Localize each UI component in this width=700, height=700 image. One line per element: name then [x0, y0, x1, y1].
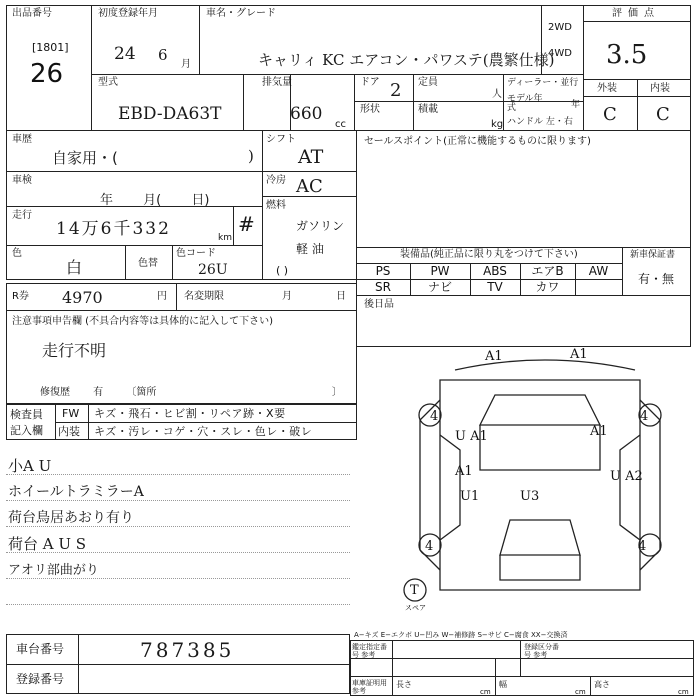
kg-unit: kg — [491, 119, 504, 130]
repair-label: 修復歴 有 〔箇所 — [40, 387, 157, 398]
color-label: 色 — [12, 248, 22, 259]
damage-mark: T — [410, 583, 419, 598]
equipment-item: カワ — [535, 280, 560, 294]
notes-title: 注意事項申告欄 (不具合内容等は具体的に記入して下さい) — [12, 316, 273, 327]
first-reg-month: 6 — [158, 46, 168, 64]
name-label: 車名・グレード — [206, 8, 276, 19]
warranty-label: 新車保証書 — [630, 250, 676, 260]
fuel-gasoline: ガソリン — [296, 219, 345, 233]
damage-mark: 4 — [638, 539, 647, 554]
cm-unit: cm — [678, 688, 689, 696]
deadline-label: 名変期限 — [184, 291, 224, 302]
inspection-value: 年 月( 日) — [100, 193, 210, 208]
load-label: 積載 — [418, 104, 438, 115]
reg-label: 登録番号 — [16, 672, 65, 686]
repair-close: 〕 — [332, 387, 342, 398]
equipment-item: PS — [375, 264, 391, 278]
damage-mark: U A2 — [610, 469, 643, 484]
equipment-item: ABS — [483, 264, 507, 278]
dealer-label: ディーラー・並行 — [507, 78, 579, 88]
inspection-label: 車検 — [12, 175, 32, 186]
equipment-item: SR — [375, 280, 391, 294]
model-year-label: モデル年式 — [507, 94, 543, 113]
r-value: 4970 — [62, 288, 103, 307]
doors-value: 2 — [390, 80, 402, 101]
recycle-box — [6, 283, 357, 311]
lot-label: 出品番号 — [12, 8, 52, 19]
mileage-value: 14万6千332 — [56, 219, 171, 239]
interior-value: C — [656, 104, 670, 125]
name-value: キャリィ KC エアコン・パワステ(農繁仕様) — [258, 51, 555, 69]
sales-point-box — [356, 130, 691, 248]
equipment-item: ナビ — [427, 280, 452, 294]
lot-number: 26 — [30, 59, 64, 89]
equipment-title: 装備品(純正品に限り丸をつけて下さい) — [400, 249, 578, 260]
exterior-value: C — [603, 104, 617, 125]
fuel-label: 燃料 — [266, 200, 286, 211]
later-label: 後日品 — [364, 299, 394, 310]
meas-label: 鑑定指定番号 参考 — [352, 643, 387, 659]
entry-label: 記入欄 — [10, 424, 43, 437]
doors-label: ドア — [360, 77, 380, 88]
chassis-label: 車台番号 — [16, 642, 65, 656]
height-label: 高さ — [594, 680, 610, 689]
month-unit: 月 — [181, 59, 191, 70]
r-label: R券 — [12, 291, 29, 302]
damage-mark: A1 — [570, 347, 588, 362]
cert-label: 車庫証明用 参考 — [352, 679, 387, 695]
yen-unit: 円 — [157, 291, 167, 302]
remark-line: 荷台 A U S — [8, 535, 87, 553]
fuel-paren: ( ) — [276, 264, 289, 277]
car-damage-diagram — [400, 340, 690, 620]
width-label: 幅 — [499, 680, 507, 689]
cm-unit: cm — [575, 688, 586, 696]
color-code-label: 色コード — [176, 248, 216, 259]
exterior-label: 外装 — [597, 83, 617, 94]
score-label: 評価点 — [612, 8, 660, 19]
person-unit: 人 — [492, 89, 502, 100]
year-unit: 年 — [571, 100, 581, 110]
damage-mark: 4 — [425, 539, 434, 554]
lot-code: [1801] — [32, 41, 69, 54]
legend: A−キズ E−エクボ U−凹み W−補修跡 S−サビ C−腐食 XX−交換済 — [354, 631, 568, 639]
history-close: ) — [248, 147, 254, 165]
color-value: 白 — [66, 258, 83, 277]
damage-mark: U A1 — [455, 429, 488, 444]
length-label: 長さ — [396, 680, 412, 689]
warranty-value: 有・無 — [638, 272, 675, 286]
reg-area-label: 登録区分番号 参考 — [524, 643, 559, 659]
wd4-label: 4WD — [548, 48, 572, 59]
damage-mark: A1 — [485, 349, 503, 364]
ac-label: 冷房 — [266, 175, 286, 186]
handle-label: ハンドル 左・右 — [507, 117, 573, 127]
shift-label: シフト — [266, 134, 296, 145]
remark-line: 荷台鳥居あおり有り — [8, 510, 134, 526]
notes-value: 走行不明 — [42, 341, 107, 360]
displacement-label: 排気量 — [262, 77, 292, 88]
wd2-label: 2WD — [548, 22, 572, 33]
mileage-label: 走行 — [12, 210, 32, 221]
inspector-label: 検査員 — [10, 408, 43, 421]
color-code-value: 26U — [198, 262, 228, 278]
fuel-light: 軽 油 — [296, 242, 324, 256]
shape-label: 形状 — [360, 104, 380, 115]
history-value: 自家用・( — [52, 149, 118, 167]
equipment-item: AW — [588, 264, 609, 278]
mileage-mark: # — [238, 212, 255, 236]
damage-mark: U3 — [520, 489, 540, 504]
first-reg-year: 24 — [114, 44, 136, 64]
damage-mark: 4 — [640, 409, 649, 424]
damage-mark: U1 — [460, 489, 480, 504]
damage-mark: A1 — [455, 464, 473, 479]
color-change-label: 色替 — [138, 258, 158, 269]
cm-unit: cm — [480, 688, 491, 696]
spare-label: スペア — [405, 604, 426, 612]
equipment-item: PW — [430, 264, 450, 278]
interior-insp-label: 内装 — [58, 425, 80, 438]
km-unit: km — [218, 233, 232, 243]
remark-line: ホイールトラミラーA — [8, 484, 144, 500]
first-reg-label: 初度登録年月 — [98, 8, 158, 19]
deadline-month: 月 — [282, 291, 292, 302]
deadline-day: 日 — [336, 291, 346, 302]
ac-value: AC — [296, 176, 323, 197]
equipment-item: エアB — [531, 264, 564, 278]
model-value: EBD-DA63T — [118, 104, 222, 124]
model-label: 型式 — [98, 77, 118, 88]
remark-line: アオリ部曲がり — [8, 563, 99, 578]
damage-mark: 4 — [430, 409, 439, 424]
interior-insp-text: キズ・汚レ・コゲ・穴・スレ・色レ・破レ — [94, 425, 313, 438]
score-value: 3.5 — [606, 40, 648, 70]
damage-mark: A1 — [590, 424, 608, 439]
cc-unit: cc — [335, 119, 346, 130]
capacity-label: 定員 — [418, 77, 438, 88]
fw-text: キズ・飛石・ヒビ割・リペア跡・X要 — [94, 407, 286, 420]
sales-point-label: セールスポイント(正常に機能するものに限ります) — [364, 136, 591, 147]
shift-value: AT — [298, 146, 324, 168]
interior-label: 内装 — [650, 83, 670, 94]
remark-line: 小A U — [8, 457, 52, 475]
displacement-value: 660 — [290, 104, 323, 124]
history-label: 車歴 — [12, 134, 32, 145]
chassis-value: 787385 — [140, 638, 235, 662]
fw-label: FW — [62, 407, 80, 420]
equipment-item: TV — [487, 280, 503, 294]
